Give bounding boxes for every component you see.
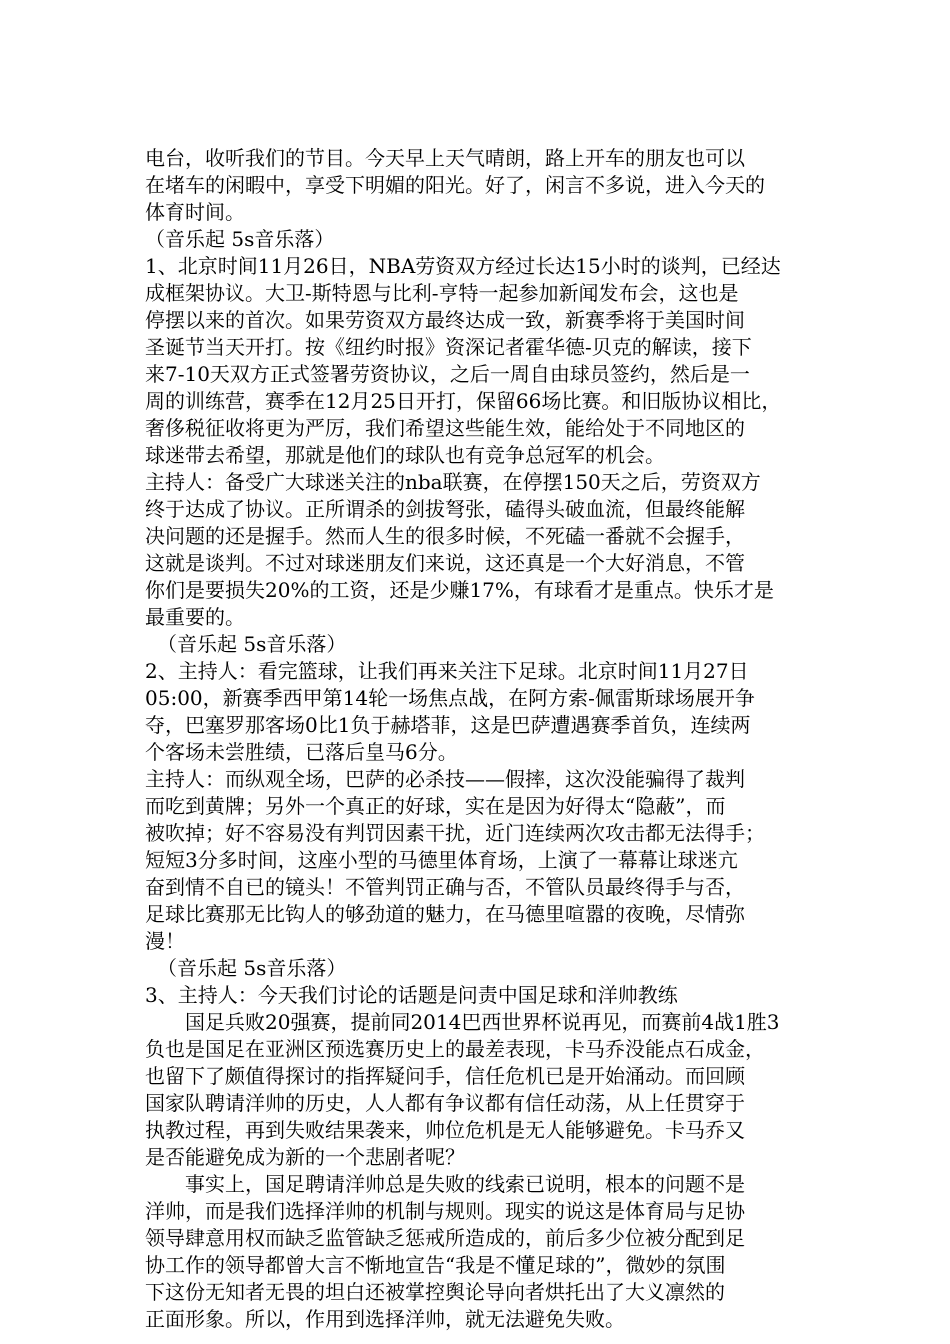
paragraph bbox=[145, 631, 815, 658]
text-line: 洋帅，而是我们选择洋帅的机制与规则。现实的说这是体育局与足协 bbox=[145, 1199, 745, 1223]
text-line: （音乐起 5s音乐落） bbox=[157, 632, 347, 656]
paragraph bbox=[145, 1036, 815, 1171]
text-line: 在堵车的闲暇中，享受下明媚的阳光。好了，闲言不多说，进入今天的 bbox=[145, 173, 765, 197]
text-line: 协工作的领导都曾大言不惭地宣告“我是不懂足球的”，微妙的氛围 bbox=[145, 1253, 726, 1277]
text-line: 足球比赛那无比钩人的够劲道的魅力，在马德里喧嚣的夜晚，尽情弥 bbox=[145, 902, 745, 926]
text-line: 负也是国足在亚洲区预选赛历史上的最差表现，卡马乔没能点石成金， bbox=[145, 1037, 765, 1061]
paragraph bbox=[145, 1009, 815, 1036]
paragraph bbox=[145, 253, 815, 469]
text-line: 漫！ bbox=[145, 929, 185, 953]
text-line: 执教过程，再到失败结果袭来，帅位危机是无人能够避免。卡马乔又 bbox=[145, 1118, 745, 1142]
text-line: 也留下了颇值得探讨的指挥疑问手，信任危机已是开始涌动。而回顾 bbox=[145, 1064, 745, 1088]
text-line: 被吹掉；好不容易没有判罚因素干扰，近门连续两次攻击都无法得手； bbox=[145, 821, 765, 845]
text-line: 夺，巴塞罗那客场0比1负于赫塔菲，这是巴萨遭遇赛季首负，连续两 bbox=[145, 713, 751, 737]
text-line: 事实上，国足聘请洋帅总是失败的线索已说明，根本的问题不是 bbox=[185, 1172, 745, 1196]
text-line: 国足兵败20强赛，提前同2014巴西世界杯说再见，而赛前4战1胜3 bbox=[185, 1010, 780, 1034]
text-line: 正面形象。所以，作用到选择洋帅，就无法避免失败。 bbox=[145, 1307, 625, 1331]
text-line: 短短3分多时间，这座小型的马德里体育场，上演了一幕幕让球迷亢 bbox=[145, 848, 738, 872]
text-line: 是否能避免成为新的一个悲剧者呢？ bbox=[145, 1145, 465, 1169]
text-line: 奢侈税征收将更为严厉，我们希望这些能生效，能给处于不同地区的 bbox=[145, 416, 745, 440]
text-line: 3、主持人：今天我们讨论的话题是问责中国足球和洋帅教练 bbox=[145, 983, 678, 1007]
paragraph bbox=[145, 145, 815, 226]
paragraph bbox=[145, 1171, 815, 1198]
text-line: 圣诞节当天开打。按《纽约时报》资深记者霍华德-贝克的解读，接下 bbox=[145, 335, 752, 359]
text-line: 领导肆意用权而缺乏监管缺乏惩戒所造成的，前后多少位被分配到足 bbox=[145, 1226, 745, 1250]
text-line: 电台，收听我们的节目。今天早上天气晴朗，路上开车的朋友也可以 bbox=[145, 146, 745, 170]
text-line: 主持人：而纵观全场，巴萨的必杀技——假摔，这次没能骗得了裁判 bbox=[145, 767, 745, 791]
text-line: 周的训练营，赛季在12月25日开打，保留66场比赛。和旧版协议相比， bbox=[145, 389, 782, 413]
text-line: 成框架协议。大卫-斯特恩与比利-亨特一起参加新闻发布会，这也是 bbox=[145, 281, 739, 305]
text-line: （音乐起 5s音乐落） bbox=[145, 227, 335, 251]
paragraph bbox=[145, 469, 815, 631]
text-line: 1、北京时间11月26日，NBA劳资双方经过长达15小时的谈判，已经达 bbox=[145, 254, 781, 278]
text-line: 奋到情不自已的镜头！不管判罚正确与否，不管队员最终得手与否， bbox=[145, 875, 745, 899]
text-line: 停摆以来的首次。如果劳资双方最终达成一致，新赛季将于美国时间 bbox=[145, 308, 745, 332]
text-line: 国家队聘请洋帅的历史，人人都有争议都有信任动荡，从上任贯穿于 bbox=[145, 1091, 745, 1115]
text-line: 球迷带去希望，那就是他们的球队也有竞争总冠军的机会。 bbox=[145, 443, 665, 467]
text-line: 体育时间。 bbox=[145, 200, 245, 224]
paragraph bbox=[145, 658, 815, 766]
text-line: （音乐起 5s音乐落） bbox=[157, 956, 347, 980]
paragraph bbox=[145, 955, 815, 982]
document-page bbox=[145, 145, 815, 1333]
paragraph bbox=[145, 1198, 815, 1333]
paragraph bbox=[145, 226, 815, 253]
text-line: 来7-10天双方正式签署劳资协议，之后一周自由球员签约，然后是一 bbox=[145, 362, 750, 386]
text-line: 而吃到黄牌；另外一个真正的好球，实在是因为好得太“隐蔽”，而 bbox=[145, 794, 726, 818]
text-line: 这就是谈判。不过对球迷朋友们来说，这还真是一个大好消息，不管 bbox=[145, 551, 745, 575]
text-line: 你们是要损失20%的工资，还是少赚17%，有球看才是重点。快乐才是 bbox=[145, 578, 774, 602]
text-line: 最重要的。 bbox=[145, 605, 245, 629]
paragraph bbox=[145, 766, 815, 955]
text-line: 2、主持人：看完篮球，让我们再来关注下足球。北京时间11月27日 bbox=[145, 659, 749, 683]
paragraph bbox=[145, 982, 815, 1009]
text-line: 05:00，新赛季西甲第14轮一场焦点战，在阿方索-佩雷斯球场展开争 bbox=[145, 686, 755, 710]
text-line: 决问题的还是握手。然而人生的很多时候，不死磕一番就不会握手， bbox=[145, 524, 745, 548]
text-line: 个客场未尝胜绩，已落后皇马6分。 bbox=[145, 740, 458, 764]
text-line: 终于达成了协议。正所谓杀的剑拔弩张，磕得头破血流，但最终能解 bbox=[145, 497, 745, 521]
text-line: 主持人：备受广大球迷关注的nba联赛，在停摆150天之后，劳资双方 bbox=[145, 470, 761, 494]
text-line: 下这份无知者无畏的坦白还被掌控舆论导向者烘托出了大义凛然的 bbox=[145, 1280, 725, 1304]
